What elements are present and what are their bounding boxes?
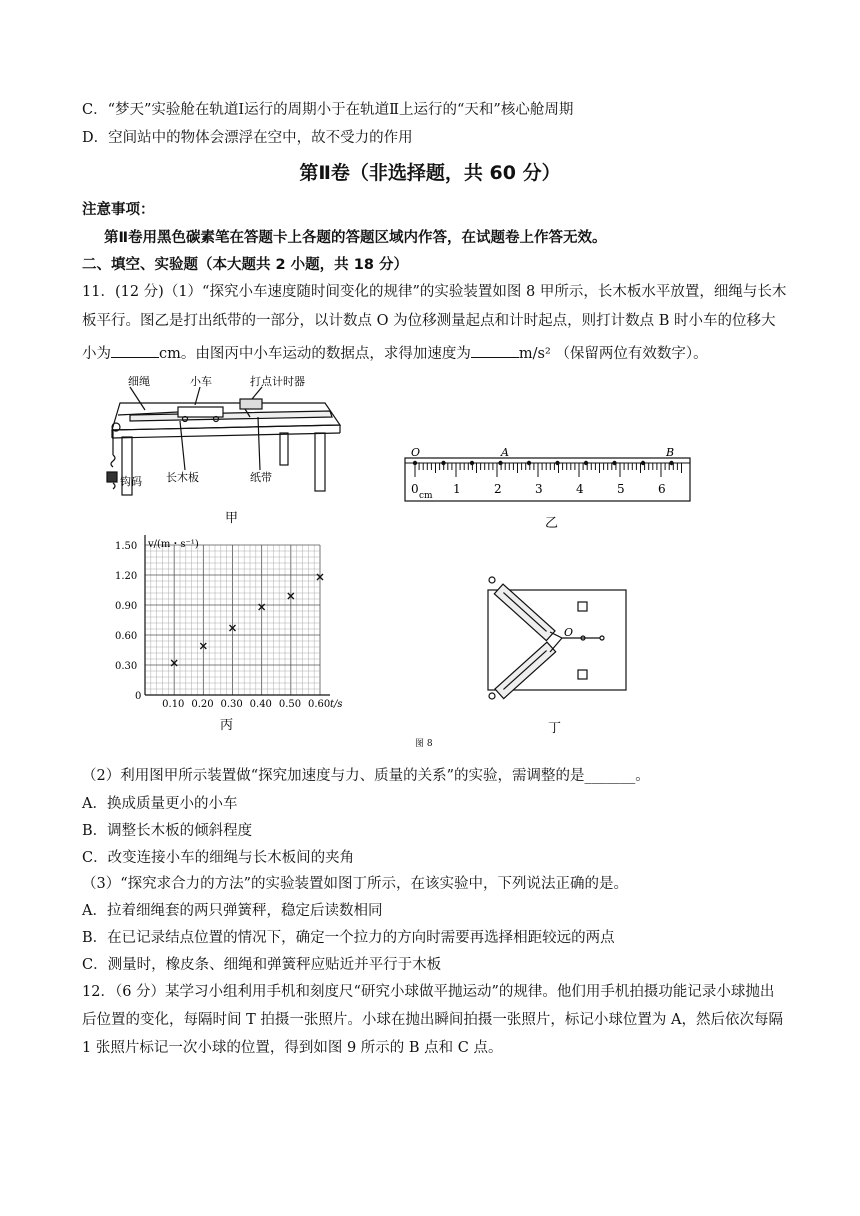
- point-o-label: O: [411, 446, 421, 459]
- section-heading: 二、填空、实验题（本大题共 2 小题，共 18 分）: [82, 257, 408, 273]
- x-tick-label: 0.20: [191, 699, 214, 710]
- label-xisheng: 细绳: [128, 375, 150, 388]
- ruler-tick-4: 4: [576, 482, 584, 496]
- figure-jia-label: 甲: [225, 511, 239, 525]
- y-tick-label: 1.50: [115, 541, 138, 552]
- q11-line-1: 11．(12 分)（1）“探究小车速度随时间变化的规律”的实验装置如图 8 甲所示，长木板水平放置，细绳与长木: [82, 284, 787, 300]
- label-zhidai: 纸带: [250, 471, 272, 484]
- figure-yi: [395, 443, 700, 533]
- point-o-ding: O: [564, 626, 574, 639]
- figure-bing-label: 丙: [220, 718, 234, 733]
- ruler-tick-0: 0: [411, 482, 419, 496]
- y-tick-label: 0.90: [115, 601, 138, 612]
- point-b-label: B: [666, 446, 675, 459]
- notice-body: 第Ⅱ卷用黑色碳素笔在答题卡上各题的答题区域内作答，在试题卷上作答无效。: [104, 230, 607, 246]
- section-title: 第Ⅱ卷（非选择题，共 60 分）: [299, 162, 561, 184]
- figure-ding: [470, 570, 645, 735]
- figure-yi-label: 乙: [545, 516, 559, 531]
- label-gouma: 钩码: [120, 475, 142, 488]
- y-tick-label: 0.30: [115, 661, 138, 672]
- label-changmuban: 长木板: [166, 471, 199, 484]
- tape-dot: [669, 461, 673, 465]
- label-xiaoche: 小车: [190, 375, 212, 388]
- ruler-tick-2: 2: [494, 482, 502, 496]
- chart-ylabel: v/(m・s⁻¹): [148, 539, 199, 550]
- q12-line-1: 12．（6 分）某学习小组利用手机和刻度尺“研究小球做平抛运动”的规律。他们用手机拍摄功能记录小球抛出: [82, 984, 775, 1000]
- tape-dot: [441, 461, 445, 465]
- tape-dot: [470, 461, 474, 465]
- q11-part3: （3）“探究求合力的方法”的实验装置如图丁所示，在该实验中，下列说法正确的是。: [82, 876, 629, 892]
- option-d: D．空间站中的物体会漂浮在空中，故不受力的作用: [82, 130, 413, 146]
- tape-dot: [413, 461, 417, 465]
- q11-part2-c[interactable]: C．改变连接小车的细绳与长木板间的夹角: [82, 850, 355, 866]
- tape-dot: [555, 461, 559, 465]
- tape-dot: [641, 461, 645, 465]
- q11-line-2: 板平行。图乙是打出纸带的一部分，以计数点 O 为位移测量起点和计时起点，则打计数点 B 时小车的位移大: [82, 313, 776, 329]
- q11-part2-b[interactable]: B．调整长木板的倾斜程度: [82, 823, 253, 839]
- q11-part3-a[interactable]: A．拉着细绳套的两只弹簧秤，稳定后读数相同: [82, 903, 383, 919]
- ruler-tick-5: 5: [617, 482, 625, 496]
- x-tick-label: 0.50: [278, 699, 302, 710]
- x-tick-label: 0.30: [220, 699, 243, 710]
- figure-caption: 图 8: [415, 739, 433, 749]
- notice-heading: 注意事项：: [82, 202, 155, 218]
- figure-bing-chart: [110, 535, 355, 735]
- q12-line-3: 1 张照片标记一次小球的位置，得到如图 9 所示的 B 点和 C 点。: [82, 1040, 503, 1056]
- answer-blank-2[interactable]: [471, 345, 519, 358]
- label-dadianjishiqi: 打点计时器: [250, 375, 305, 388]
- x-tick-label: 0.60: [308, 699, 331, 710]
- tape-dot: [584, 461, 588, 465]
- q11-part2-a[interactable]: A．换成质量更小的小车: [82, 796, 238, 812]
- q11-line-3-a: 小为: [82, 346, 111, 362]
- origin-label: 0: [135, 691, 142, 702]
- q12-line-2: 后位置的变化，每隔时间 T 拍摄一张照片。小球在抛出瞬间拍摄一张照片，标记小球位置为 A，然后依次每隔: [82, 1012, 783, 1028]
- q11-part2: （2）利用图甲所示装置做“探究加速度与力、质量的关系”的实验，需调整的是_______。: [82, 768, 650, 784]
- ruler-unit: cm: [419, 491, 433, 501]
- ruler-tick-3: 3: [535, 482, 543, 496]
- q11-line-3: [82, 342, 708, 363]
- y-tick-label: 1.20: [115, 571, 138, 582]
- point-a-label: A: [501, 446, 509, 459]
- ruler-tick-6: 6: [658, 482, 666, 496]
- tape-dot: [527, 461, 531, 465]
- tape-dot: [612, 461, 616, 465]
- x-tick-label: 0.10: [162, 699, 185, 710]
- option-c: C．“梦天”实验舱在轨道Ⅰ运行的周期小于在轨道Ⅱ上运行的“天和”核心舱周期: [82, 102, 574, 118]
- figure-jia: [100, 375, 345, 525]
- q11-line-3-b: cm。由图丙中小车运动的数据点，求得加速度为: [159, 346, 471, 362]
- figure-ding-label: 丁: [548, 721, 562, 735]
- q11-part3-c[interactable]: C．测量时，橡皮条、细绳和弹簧秤应贴近并平行于木板: [82, 957, 442, 973]
- x-tick-label: 0.40: [249, 699, 272, 710]
- chart-xlabel: t/s: [330, 699, 343, 710]
- q11-part3-b[interactable]: B．在已记录结点位置的情况下，确定一个拉力的方向时需要再选择相距较远的两点: [82, 930, 615, 946]
- tape-dot: [498, 461, 502, 465]
- ruler-tick-1: 1: [453, 482, 461, 496]
- y-tick-label: 0.60: [115, 631, 138, 642]
- q11-line-3-c: m/s² （保留两位有效数字）。: [518, 346, 708, 362]
- answer-blank-1[interactable]: [111, 345, 159, 358]
